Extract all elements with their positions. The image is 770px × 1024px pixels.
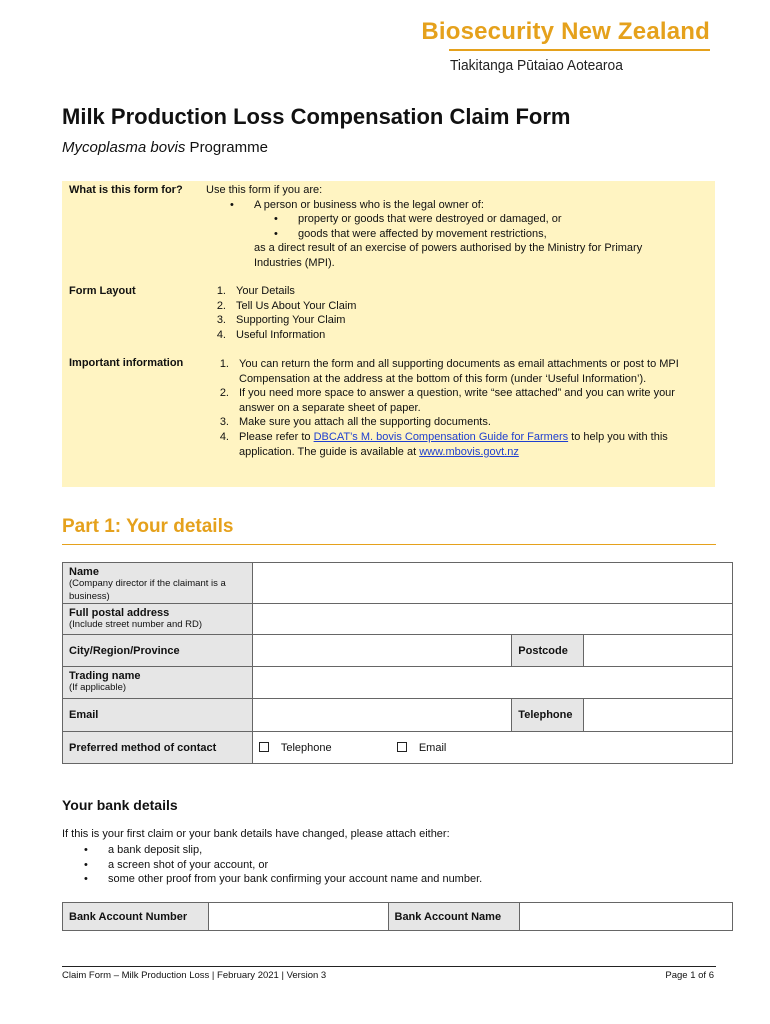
telephone-label-cell: [512, 699, 584, 732]
trading-label: Trading name: [69, 670, 141, 682]
table-row: [63, 903, 733, 931]
layout-label: Form Layout: [69, 285, 136, 297]
contact-email-option[interactable]: Email: [397, 742, 447, 754]
table-row: [63, 732, 733, 764]
list-item: • a bank deposit slip,: [84, 844, 203, 856]
mbovis-link[interactable]: www.mbovis.govt.nz: [419, 445, 519, 458]
name-field[interactable]: [252, 563, 732, 604]
name-label-cell: [63, 563, 253, 604]
layout-list: [204, 284, 704, 342]
city-label: City/Region/Province: [69, 644, 180, 657]
address-field[interactable]: [252, 604, 732, 635]
address-note: (Include street number and RD): [69, 619, 203, 630]
telephone-checkbox[interactable]: [259, 742, 269, 752]
email-field[interactable]: [252, 699, 511, 732]
postcode-label: Postcode: [518, 644, 568, 657]
trading-field[interactable]: [252, 667, 732, 699]
contact-label: Preferred method of contact: [69, 741, 217, 754]
trading-note: (If applicable): [69, 682, 127, 693]
important-list: [207, 357, 705, 459]
list-item: 4. Please refer to DBCAT’s M. bovis Compensation Guide for Farmers to help you with this application. The guide is available at www.mbovis.govt.nz: [219, 430, 668, 458]
bank-list: [84, 843, 482, 887]
details-table: [62, 562, 733, 764]
logo-underline: [449, 49, 710, 51]
subtitle-italic: Mycoplasma bovis: [62, 139, 186, 156]
part1-title: Part 1: Your details: [62, 516, 234, 537]
contact-label-cell: [63, 732, 253, 764]
table-row: [63, 635, 733, 667]
list-item: 3. Make sure you attach all the supporting documents.: [219, 416, 491, 429]
purpose-bullet: • A person or business who is the legal owner of:: [230, 198, 484, 211]
account-number-label: Bank Account Number: [69, 910, 188, 923]
city-label-cell: [63, 635, 253, 667]
account-number-label-cell: [63, 903, 209, 931]
page-subtitle: [62, 139, 268, 156]
name-note: (Company director if the claimant is a business): [69, 578, 226, 602]
account-name-field[interactable]: [520, 903, 733, 931]
contact-options: [252, 732, 732, 764]
subtitle-rest: Programme: [185, 139, 268, 156]
bank-table: [62, 902, 733, 931]
account-name-label-cell: [388, 903, 520, 931]
purpose-intro: Use this form if you are:: [206, 184, 323, 196]
city-field[interactable]: [252, 635, 511, 667]
page-title: Milk Production Loss Compensation Claim Form: [62, 104, 571, 129]
list-item: • a screen shot of your account, or: [84, 858, 269, 871]
purpose-sub-bullet: • goods that were affected by movement restrictions,: [274, 227, 547, 240]
important-label: Important information: [69, 357, 184, 369]
address-label: Full postal address: [69, 607, 170, 619]
list-item: 1. You can return the form and all supporting documents as email attachments or post to MPI Compensation at the address at the bottom of this form (under ‘Useful Information’).: [219, 358, 679, 385]
account-name-label: Bank Account Name: [394, 910, 502, 923]
table-row: [63, 699, 733, 732]
purpose-label: What is this form for?: [69, 184, 183, 196]
purpose-tail: as a direct result of an exercise of powers authorised by the Ministry for Primary Industries (MPI).: [254, 242, 643, 269]
purpose-sub-bullet: • property or goods that were destroyed or damaged, or: [274, 213, 562, 226]
list-item: 2. If you need more space to answer a question, write “see attached” and you can write your answer on a separate sheet of paper.: [219, 387, 675, 414]
name-label: Name: [69, 566, 99, 578]
purpose-content: [206, 183, 706, 271]
contact-telephone-option[interactable]: Telephone: [259, 742, 397, 754]
trading-label-cell: [63, 667, 253, 699]
table-row: [63, 604, 733, 635]
guide-link[interactable]: DBCAT’s M. bovis Compensation Guide for Farmers: [313, 430, 569, 443]
email-label: Email: [69, 709, 99, 721]
table-row: [63, 563, 733, 604]
footer-text: Claim Form – Milk Production Loss | February 2021 | Version 3: [62, 970, 327, 981]
logo-subtitle: Tiakitanga Pūtaiao Aotearoa: [450, 57, 623, 74]
footer-divider: [62, 966, 716, 967]
postcode-field[interactable]: [584, 635, 733, 667]
postcode-label-cell: [512, 635, 584, 667]
bank-heading: Your bank details: [62, 797, 178, 813]
list-item: 1. Your Details: [216, 285, 295, 297]
logo-title: Biosecurity New Zealand: [421, 18, 710, 45]
email-label-cell: [63, 699, 253, 732]
list-item: 4. Useful Information: [216, 328, 326, 341]
part1-divider: [62, 544, 716, 545]
email-checkbox[interactable]: [397, 742, 407, 752]
list-item: 2. Tell Us About Your Claim: [216, 299, 357, 312]
telephone-label: Telephone: [518, 709, 573, 721]
list-item: • some other proof from your bank confirming your account name and number.: [84, 873, 483, 886]
list-item: 3. Supporting Your Claim: [216, 314, 346, 327]
bank-intro: If this is your first claim or your bank details have changed, please attach either:: [62, 828, 450, 840]
account-number-field[interactable]: [208, 903, 388, 931]
address-label-cell: [63, 604, 253, 635]
telephone-field[interactable]: [584, 699, 733, 732]
page-number: Page 1 of 6: [665, 970, 714, 981]
table-row: [63, 667, 733, 699]
